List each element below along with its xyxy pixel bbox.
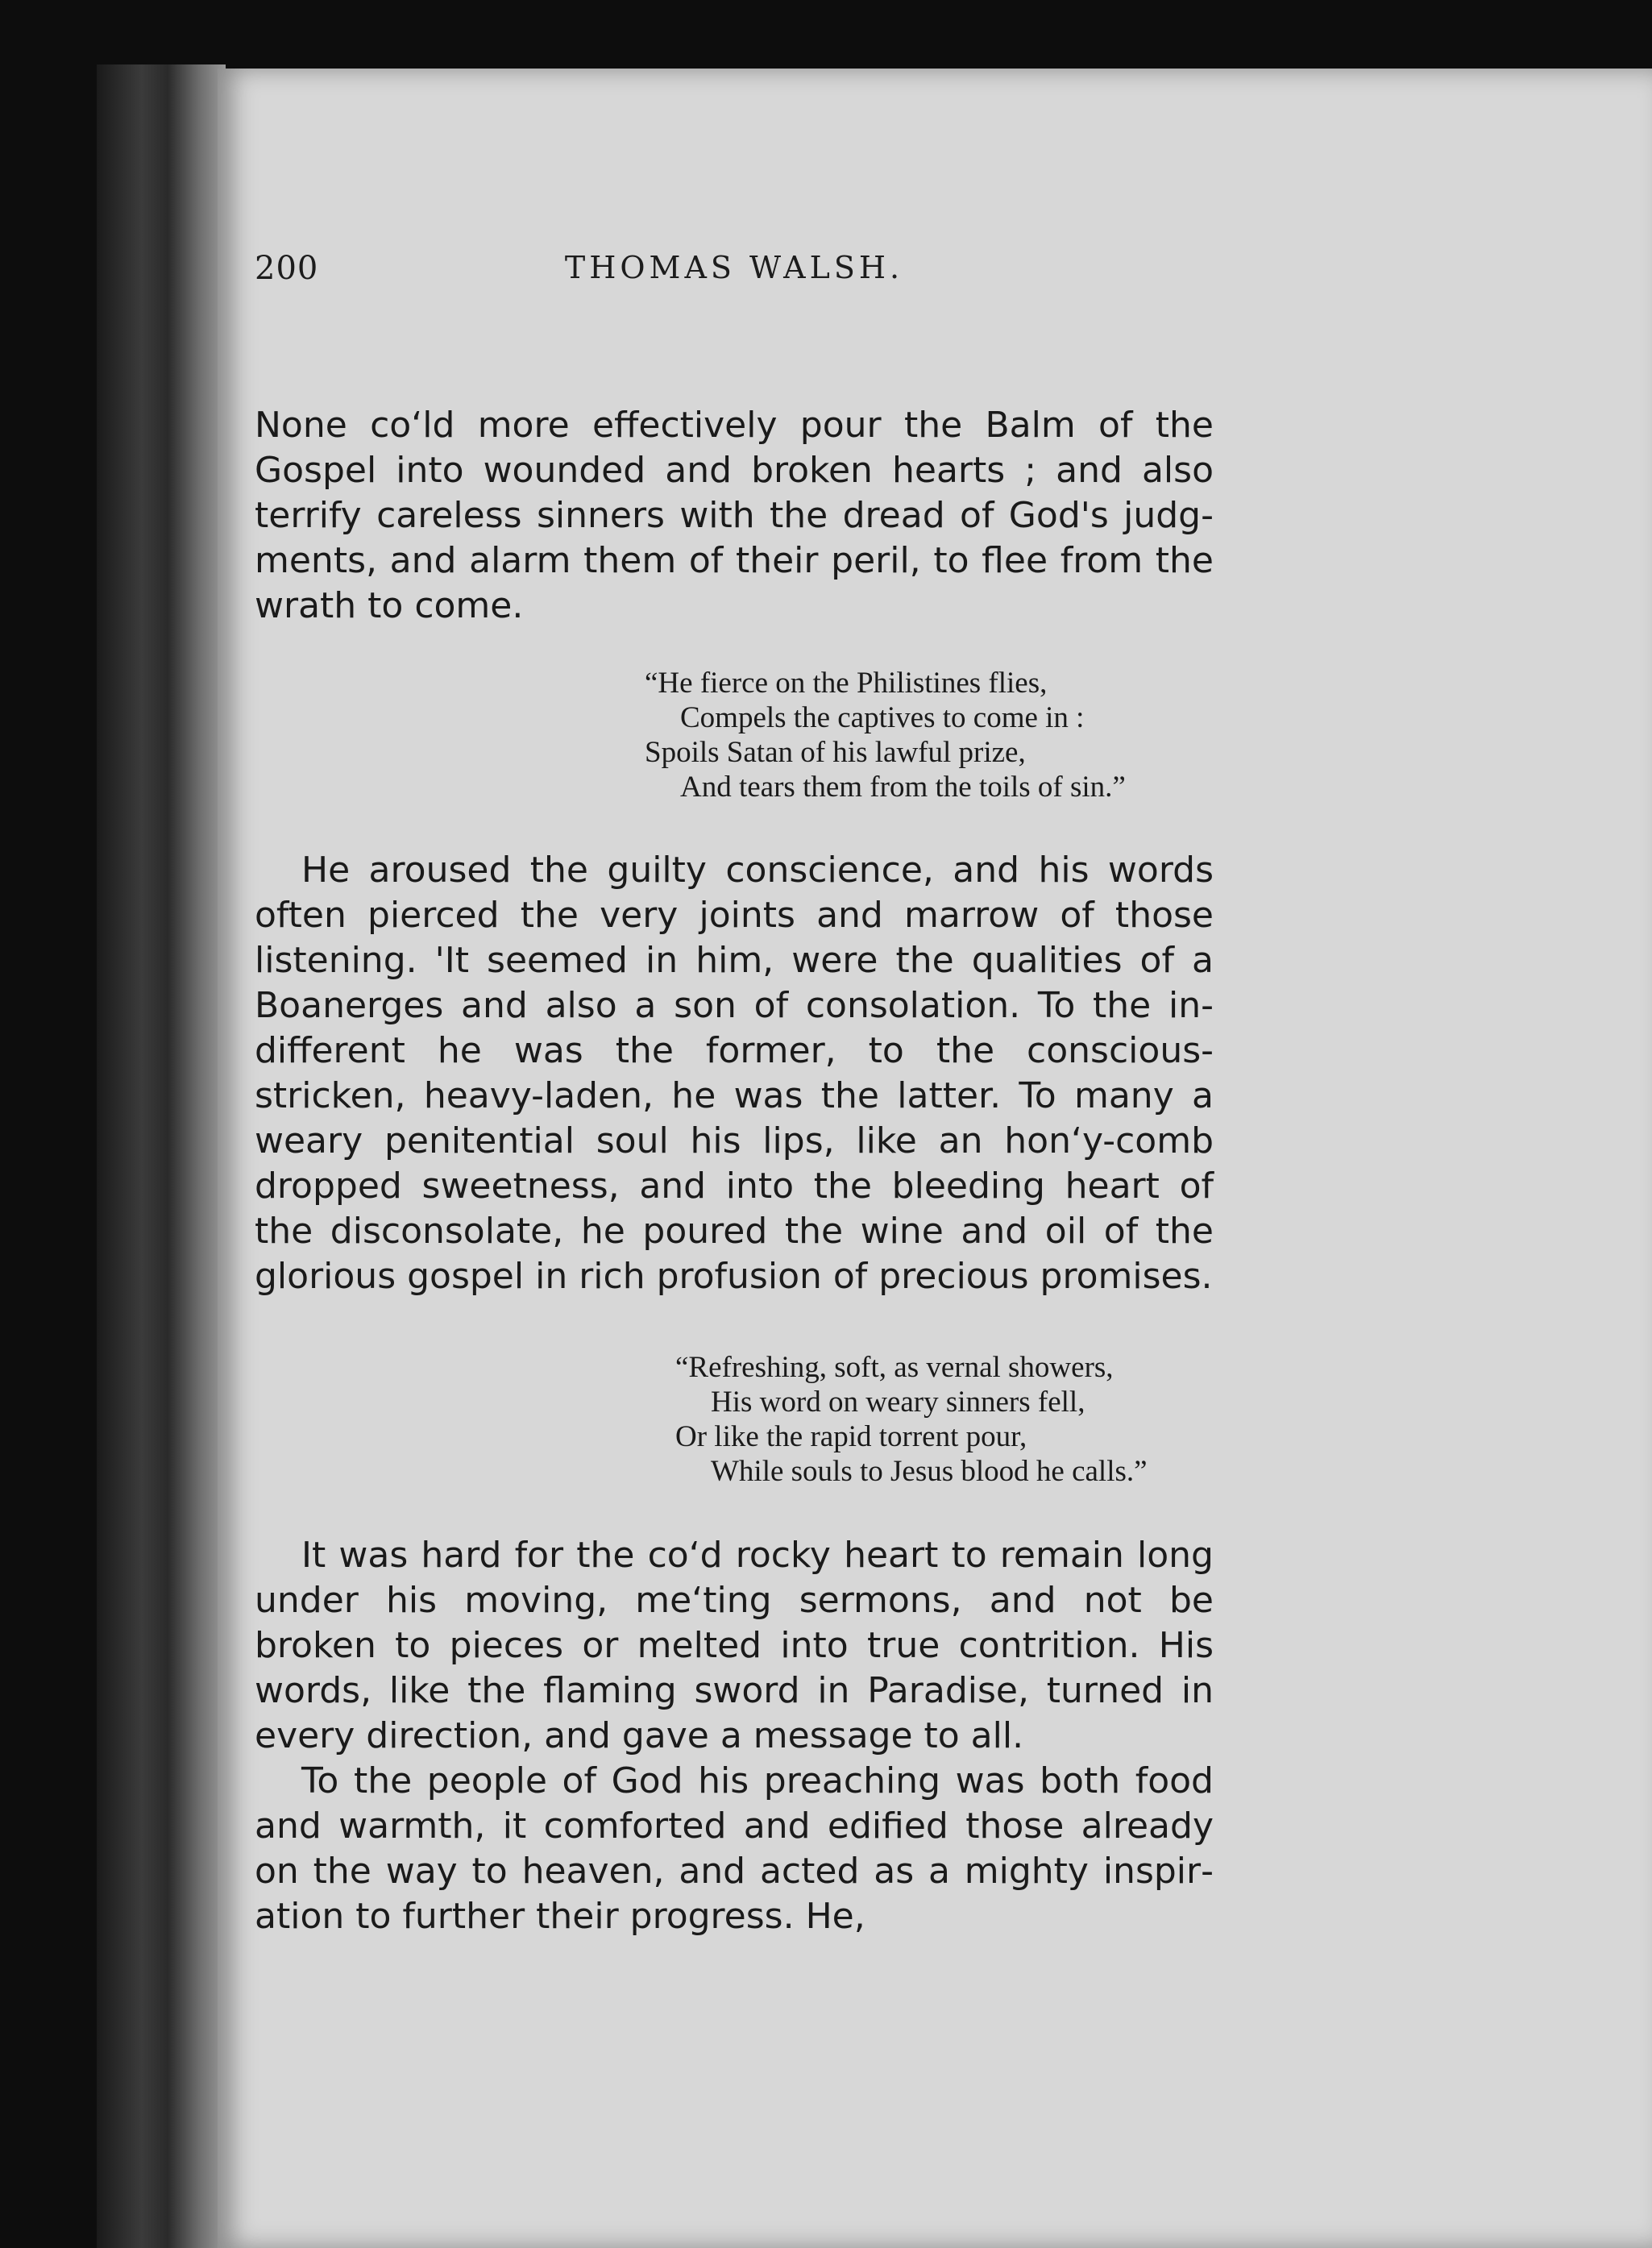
verse-line: “Refreshing, soft, as vernal showers,: [675, 1351, 1114, 1384]
verse-line: While souls to Jesus blood he calls.”: [711, 1455, 1148, 1488]
verse-line: Spoils Satan of his lawful prize,: [645, 736, 1026, 769]
verse-block-1: [645, 666, 1126, 804]
verse-line: Compels the captives to come in :: [680, 701, 1085, 734]
verse-line: And tears them from the toils of sin.”: [680, 771, 1126, 804]
verse-block-2: [675, 1350, 1148, 1489]
paragraph-2: He aroused the guilty conscience, and his words often pierced the very joints and marrow of those listening. 'It seemed in him, were the qualities of a Boanerges and also a son of consolation. To the indifferent he was the former, to the conscious-stricken, heavy-laden, he was the latter. To many a weary penitential soul his lips, like an honʻy-comb dropped sweetness, and into the bleeding heart of the disconsolate, he poured the wine and oil of the glorious gospel in rich profusion of precious promises.: [255, 850, 1214, 1297]
page-number: 200: [255, 250, 319, 287]
book-spine-edge: [97, 64, 226, 2248]
running-head: THOMAS WALSH.: [564, 250, 904, 285]
paragraph-3: It was hard for the coʻd rocky heart to remain long under his moving, meʻting sermons, and not be broken to pieces or melted into true contrition. His words, like the flaming sword in Paradise, turned in every direction, and gave a message to all.: [255, 1535, 1214, 1756]
verse-line: “He fierce on the Philistines flies,: [645, 667, 1048, 700]
verse-line: Or like the rapid torrent pour,: [675, 1420, 1027, 1453]
verse-line: His word on weary sinners fell,: [711, 1386, 1085, 1419]
paragraph-4: To the people of God his preaching was both food and warmth, it comforted and edified those already on the way to heaven, and acted as a mighty inspiration to further their progress. He,: [255, 1760, 1214, 1937]
paragraph-1: None coʻld more effectively pour the Balm of the Gospel into wounded and broken hearts ; and also terrify careless sinners with the dread of God's judgments, and alarm them of their peril, to flee from the wrath to come.: [255, 405, 1214, 626]
